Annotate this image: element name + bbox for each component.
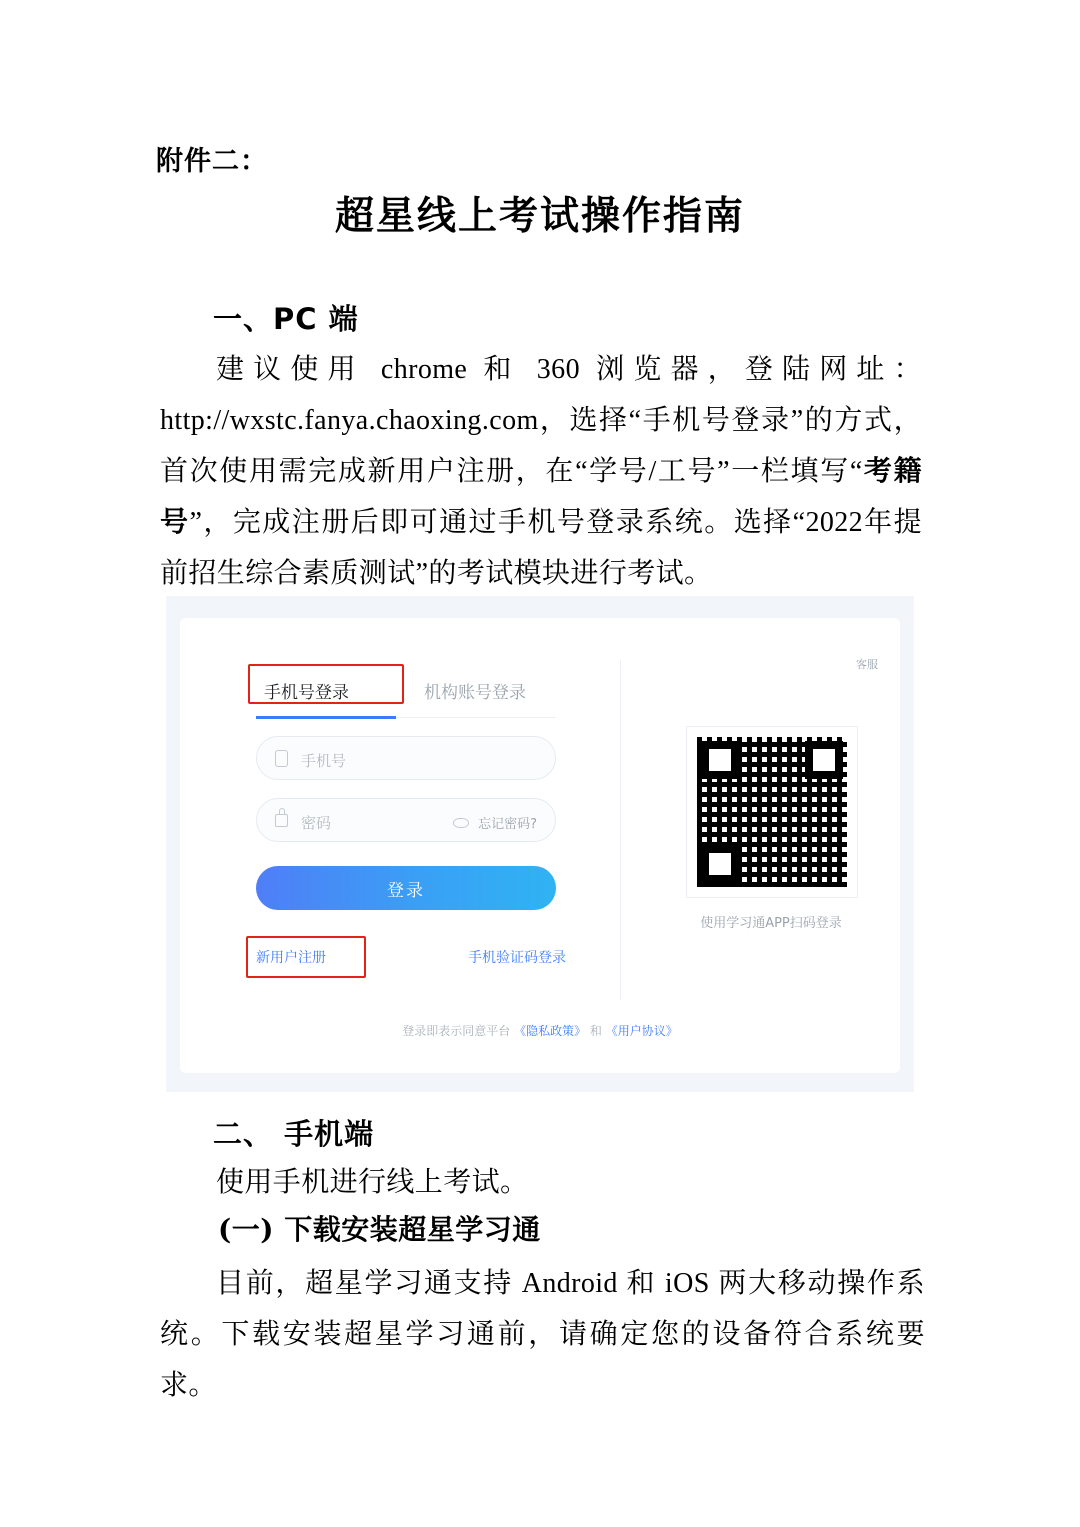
phone-input-placeholder: 手机号 <box>301 752 347 770</box>
privacy-policy-link[interactable]: 《隐私政策》 <box>514 1024 587 1038</box>
section-heading-pc: 一、PC 端 <box>213 302 359 336</box>
section2-paragraph2: 目前，超星学习通支持 Android 和 iOS 两大移动操作系统。下载安装超星学习通前，请确定您的设备符合系统要求。 <box>160 1268 925 1401</box>
lock-icon <box>275 814 288 827</box>
login-card <box>180 618 900 1073</box>
page-title: 超星线上考试操作指南 <box>334 193 745 239</box>
chaoxing-login-screenshot <box>166 596 914 1092</box>
login-button[interactable]: 登录 <box>256 866 556 910</box>
tab-active-underline <box>256 716 396 719</box>
qr-code-container <box>686 726 858 898</box>
agreement-text <box>180 1022 900 1039</box>
phone-icon <box>275 750 288 767</box>
section2-paragraph: 使用手机进行线上考试。 <box>216 1167 529 1198</box>
password-input[interactable] <box>256 798 556 842</box>
user-terms-link[interactable]: 《用户协议》 <box>605 1024 678 1038</box>
agreement-and: 和 <box>589 1024 602 1038</box>
subheading-download-app: (一) 下载安装超星学习通 <box>218 1213 541 1246</box>
card-divider <box>620 660 621 1000</box>
phone-input[interactable] <box>256 736 556 780</box>
new-user-register-link[interactable]: 新用户注册 <box>256 950 326 966</box>
tab-institution-login[interactable]: 机构账号登录 <box>424 683 526 703</box>
tab-phone-login[interactable]: 手机号登录 <box>264 683 349 703</box>
qr-code-image <box>697 737 847 887</box>
section1-paragraph-part1: 建议使用 chrome 和 360 浏览器，登陆网址：http://wxstc.fanya.chaoxing.com，选择“手机号登录”的方式，首次使用需完成新用户注册，在“学号/工号”一栏填写“ <box>160 354 922 487</box>
customer-service-link[interactable]: 客服 <box>856 658 878 671</box>
forgot-password-link[interactable]: 忘记密码? <box>478 817 537 832</box>
sms-code-login-link[interactable]: 手机验证码登录 <box>468 950 566 966</box>
section-heading-mobile: 二、 手机端 <box>213 1117 375 1151</box>
agreement-prefix: 登录即表示同意平台 <box>402 1024 511 1038</box>
highlight-box-phone-tab <box>248 664 404 704</box>
eye-icon[interactable] <box>453 818 469 828</box>
section1-paragraph <box>160 344 922 599</box>
section1-paragraph-bold: 考籍号 <box>160 456 922 538</box>
attachment-label: 附件二： <box>156 146 268 177</box>
password-input-placeholder: 密码 <box>301 814 332 832</box>
section1-paragraph-part2: ”，完成注册后即可通过手机号登录系统。选择“2022年提前招生综合素质测试”的考试模块进行考试。 <box>160 507 922 589</box>
qr-caption: 使用学习通APP扫码登录 <box>700 916 842 931</box>
